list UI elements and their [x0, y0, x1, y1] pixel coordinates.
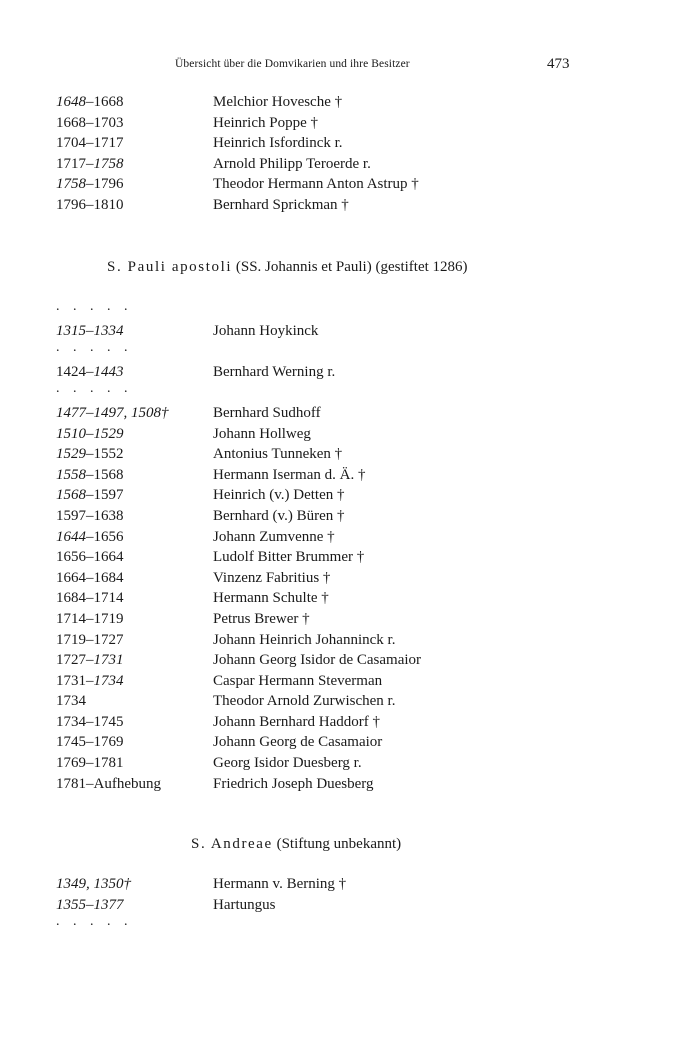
tenure-dates [56, 176, 124, 193]
date-separator: – [86, 196, 94, 213]
end-year: 1377 [93, 896, 124, 913]
tenure-dates [56, 549, 124, 566]
date-separator: – [86, 590, 94, 607]
list-item [0, 405, 700, 426]
vicar-name: Friedrich Joseph Duesberg [213, 775, 374, 792]
heading-subtitle: (Stiftung unbekannt) [272, 836, 402, 852]
list-item [0, 115, 700, 136]
vicar-name: Petrus Brewer † [213, 610, 310, 627]
start-year: 1734 [56, 693, 86, 710]
start-year: 1477 [56, 404, 86, 421]
end-year: 1684 [93, 569, 124, 586]
tenure-dates [56, 652, 124, 669]
list-item [0, 549, 700, 570]
end-year: 1758 [93, 155, 124, 172]
tenure-dates [56, 323, 124, 340]
vicar-list-section-3 [0, 876, 700, 938]
list-item [0, 446, 700, 467]
page-number: 473 [547, 56, 570, 72]
vicar-name: Heinrich Isfordinck r. [213, 135, 343, 152]
vicar-name: Ludolf Bitter Brummer † [213, 549, 365, 566]
start-year: 1558 [56, 466, 86, 483]
start-year: 1315 [56, 322, 86, 339]
tenure-dates [56, 755, 124, 772]
date-separator: – [86, 652, 94, 669]
list-item [0, 632, 700, 653]
end-year: 1334 [93, 322, 124, 339]
omission-dots: . . . . . [56, 914, 133, 930]
end-year: 1529 [93, 425, 124, 442]
tenure-dates [56, 570, 124, 587]
vicar-name: Johann Hollweg [213, 425, 311, 442]
start-year: 1529 [56, 446, 86, 463]
start-year: 1769 [56, 755, 86, 772]
start-year: 1355 [56, 896, 86, 913]
date-separator: – [86, 94, 94, 110]
section-heading-andreae [0, 836, 700, 853]
start-year: 1717 [56, 155, 86, 172]
end-year: 1568 [93, 466, 124, 483]
list-item [0, 755, 700, 776]
start-year: 1745 [56, 734, 86, 751]
tenure-dates [56, 487, 124, 504]
start-year: 1704 [56, 135, 86, 152]
start-year: 1568 [56, 487, 86, 504]
list-item [0, 673, 700, 694]
vicar-name: Melchior Hovesche † [213, 94, 343, 110]
tenure-dates [56, 508, 124, 525]
vicar-list-section-2 [0, 299, 700, 796]
date-separator: – [86, 466, 94, 483]
end-year: 1745 [93, 713, 124, 730]
date-separator: – [86, 322, 94, 339]
date-separator: – [86, 507, 94, 524]
date-separator: – [86, 896, 94, 913]
date-separator: – [86, 446, 94, 463]
vicar-name: Johann Georg de Casamaior [213, 734, 383, 751]
start-year: 1758 [56, 176, 86, 193]
vicar-name: Bernhard Werning r. [213, 363, 336, 380]
vicar-name: Bernhard Sudhoff [213, 404, 321, 421]
end-year: 1810 [93, 196, 124, 213]
start-year: 1656 [56, 549, 86, 566]
vicar-name: Caspar Hermann Steverman [213, 672, 383, 689]
tenure-dates [56, 135, 124, 152]
list-item [0, 714, 700, 735]
tenure-dates [56, 405, 169, 422]
tenure-dates [56, 714, 124, 731]
start-year: 1664 [56, 569, 86, 586]
vicar-name: Hermann Schulte † [213, 590, 329, 607]
date-separator: – [86, 114, 94, 131]
section-heading-pauli [0, 259, 700, 276]
vicar-name: Theodor Arnold Zurwischen r. [213, 693, 396, 710]
list-item [0, 467, 700, 488]
date-separator: – [86, 610, 94, 627]
heading-subtitle: (SS. Johannis et Pauli) (gestiftet 1286) [232, 259, 468, 275]
start-year: 1648 [56, 94, 86, 110]
tenure-dates [56, 364, 124, 381]
tenure-dates [56, 876, 131, 893]
list-item [0, 176, 700, 197]
date-separator: – [86, 569, 94, 586]
end-year: 1731 [93, 652, 124, 669]
start-year: 1668 [56, 114, 86, 131]
tenure-dates [56, 197, 124, 214]
tenure-dates [56, 590, 124, 607]
tenure-dates [56, 94, 124, 111]
start-year: 1734 [56, 713, 86, 730]
start-year: 1731 [56, 672, 86, 689]
list-item [0, 197, 700, 218]
start-year: 1510 [56, 425, 86, 442]
heading-title: S. Andreae [191, 836, 273, 852]
list-item [0, 652, 700, 673]
date-separator: – [86, 363, 94, 380]
vicar-name: Bernhard Sprickman † [213, 196, 349, 213]
end-year: 1769 [93, 734, 124, 751]
tenure-dates [56, 897, 124, 914]
start-year: 1424 [56, 363, 86, 380]
list-item [0, 734, 700, 755]
heading-title: S. Pauli apostoli [107, 259, 233, 275]
vicar-name: Johann Georg Isidor de Casamaior [213, 652, 422, 669]
tenure-dates [56, 156, 124, 173]
tenure-dates [56, 467, 124, 484]
tenure-dates [56, 611, 124, 628]
end-year: 1703 [93, 114, 124, 131]
list-item [0, 776, 700, 797]
date-separator: – [86, 549, 94, 566]
tenure-dates [56, 529, 124, 546]
end-year: 1717 [93, 135, 124, 152]
start-year: 1684 [56, 590, 86, 607]
start-year: 1644 [56, 528, 86, 545]
date-separator: – [86, 734, 94, 751]
vicar-name: Johann Bernhard Haddorf † [213, 713, 381, 730]
vicar-name: Heinrich Poppe † [213, 114, 318, 131]
list-item [0, 156, 700, 177]
tenure-dates [56, 673, 124, 690]
end-year: 1796 [93, 176, 124, 193]
page-header [0, 56, 700, 76]
end-year: 1781 [93, 755, 124, 772]
vicar-name: Hartungus [213, 896, 276, 913]
tenure-dates [56, 426, 124, 443]
end-year: 1597 [93, 487, 124, 504]
end-year: 1552 [93, 446, 124, 463]
omission-dots: . . . . . [56, 381, 133, 397]
date-separator: – [86, 135, 94, 152]
date-separator: – [86, 487, 94, 504]
list-item [0, 876, 700, 897]
list-item [0, 611, 700, 632]
end-year: 1443 [93, 363, 124, 380]
date-separator: – [86, 425, 94, 442]
end-year: 1656 [93, 528, 124, 545]
list-item [0, 570, 700, 591]
vicar-list-section-1 [0, 94, 700, 218]
tenure-dates [56, 115, 124, 132]
end-year: 1727 [93, 631, 124, 648]
start-year: 1796 [56, 196, 86, 213]
tenure-dates [56, 446, 124, 463]
end-year: 1638 [93, 507, 124, 524]
omission-dots: . . . . . [56, 340, 133, 356]
date-separator: – [86, 713, 94, 730]
tenure-dates [56, 632, 124, 649]
date-separator: – [86, 755, 94, 772]
end-year: 1714 [93, 590, 124, 607]
end-year: 1719 [93, 610, 124, 627]
date-separator: – [86, 631, 94, 648]
tenure-dates [56, 693, 86, 710]
vicar-name: Bernhard (v.) Büren † [213, 507, 345, 524]
list-item [0, 94, 700, 115]
vicar-name: Hermann v. Berning † [213, 876, 347, 892]
list-item [0, 693, 700, 714]
tenure-dates [56, 776, 161, 793]
start-year: 1781 [56, 775, 86, 792]
vicar-name: Hermann Iserman d. Ä. † [213, 466, 366, 483]
vicar-name: Johann Heinrich Johanninck r. [213, 631, 396, 648]
date-separator: – [86, 672, 94, 689]
list-item [0, 487, 700, 508]
date-separator: – [86, 155, 94, 172]
end-year: 1497, 1508† [93, 404, 169, 421]
tenure-dates [56, 734, 124, 751]
vicar-name: Antonius Tunneken † [213, 446, 343, 463]
start-year: 1714 [56, 610, 86, 627]
end-year: 1734 [93, 672, 124, 689]
date-separator: – [86, 775, 94, 792]
list-item [0, 508, 700, 529]
start-year: 1727 [56, 652, 86, 669]
list-item [0, 426, 700, 447]
end-year: 1664 [93, 549, 124, 566]
vicar-name: Heinrich (v.) Detten † [213, 487, 345, 504]
omission-dots: . . . . . [56, 299, 133, 314]
vicar-name: Johann Zumvenne † [213, 528, 335, 545]
start-year: 1349, 1350† [56, 876, 131, 892]
vicar-name: Vinzenz Fabritius † [213, 569, 331, 586]
date-separator: – [86, 528, 94, 545]
running-title: Übersicht über die Domvikarien und ihre Besitzer [175, 58, 410, 70]
vicar-name: Georg Isidor Duesberg r. [213, 755, 362, 772]
start-year: 1597 [56, 507, 86, 524]
list-item [0, 590, 700, 611]
list-item [0, 135, 700, 156]
list-item [0, 529, 700, 550]
date-separator: – [86, 404, 94, 421]
vicar-name: Arnold Philipp Teroerde r. [213, 155, 371, 172]
end-year: 1668 [93, 94, 124, 110]
end-year: Aufhebung [93, 775, 161, 792]
vicar-name: Johann Hoykinck [213, 322, 319, 339]
start-year: 1719 [56, 631, 86, 648]
vicar-name: Theodor Hermann Anton Astrup † [213, 176, 419, 193]
date-separator: – [86, 176, 94, 193]
